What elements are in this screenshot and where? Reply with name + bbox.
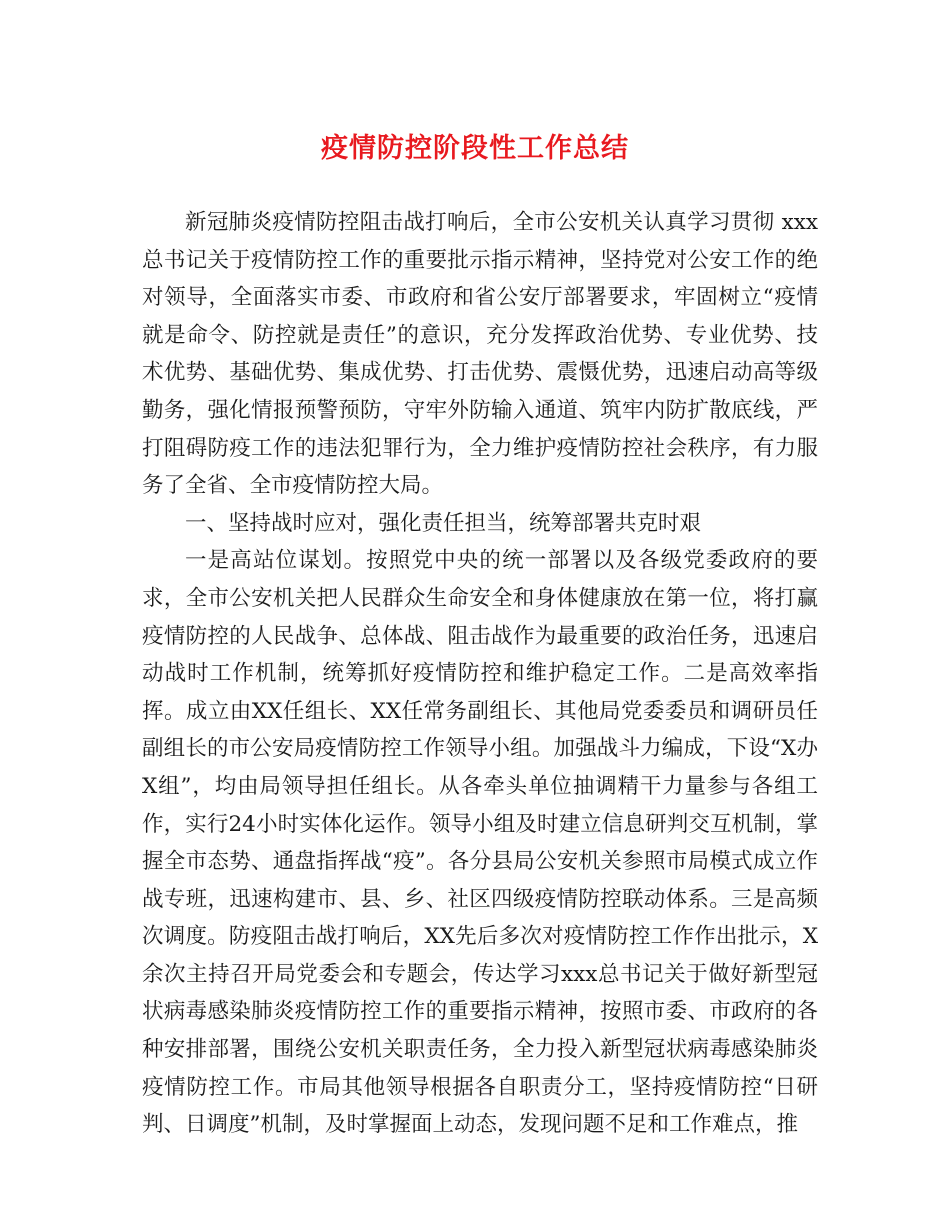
section-1-paragraph: 一是高站位谋划。按照党中央的统一部署以及各级党委政府的要求，全市公安机关把人民群众生命安全和身体健康放在第一位，将打赢疫情防控的人民战争、总体战、阻击战作为最重要的政治任务，迅速启动战时工作机制，统筹抓好疫情防控和维护稳定工作。二是高效率指挥。成立由XX任组长、XX任常务副组长、其他局党委委员和调研员任副组长的市公安局疫情防控工作领导小组。加强战斗力编成，下设“X办X组”，均由局领导担任组长。从各牵头单位抽调精干力量参与各组工作，实行24小时实体化运作。领导小组及时建立信息研判交互机制，掌握全市态势、通盘指挥战“疫”。各分县局公安机关参照市局模式成立作战专班，迅速构建市、县、乡、社区四级疫情防控联动体系。三是高频次调度。防疫阻击战打响后，XX先后多次对疫情防控工作作出批示，X余次主持召开局党委会和专题会，传达学习xxx总书记关于做好新型冠状病毒感染肺炎疫情防控工作的重要指示精神，按照市委、市政府的各种安排部署，围绕公安机关职责任务，全力投入新型冠状病毒感染肺炎疫情防控工作。市局其他领导根据各自职责分工，坚持疫情防控“日研判、日调度”机制，及时掌握面上动态，发现问题不足和工作难点，推	[142, 548, 818, 1138]
document-title: 疫情防控阶段性工作总结	[321, 133, 629, 164]
document-body	[142, 204, 818, 1144]
intro-paragraph: 新冠肺炎疫情防控阻击战打响后，全市公安机关认真学习贯彻 xxx 总书记关于疫情防控工作的重要批示指示精神，坚持党对公安工作的绝对领导，全面落实市委、市政府和省公安厅部署要求，牢固树立“疫情就是命令、防控就是责任”的意识，充分发挥政治优势、专业优势、技术优势、基础优势、集成优势、打击优势、震慑优势，迅速启动高等级勤务，强化情报预警预防，守牢外防输入通道、筑牢内防扩散底线，严打阻碍防疫工作的违法犯罪行为，全力维护疫情防控社会秩序，有力服务了全省、全市疫情防控大局。	[142, 210, 818, 499]
section-heading-1: 一、坚持战时应对，强化责任担当，统筹部署共克时艰	[185, 510, 702, 536]
